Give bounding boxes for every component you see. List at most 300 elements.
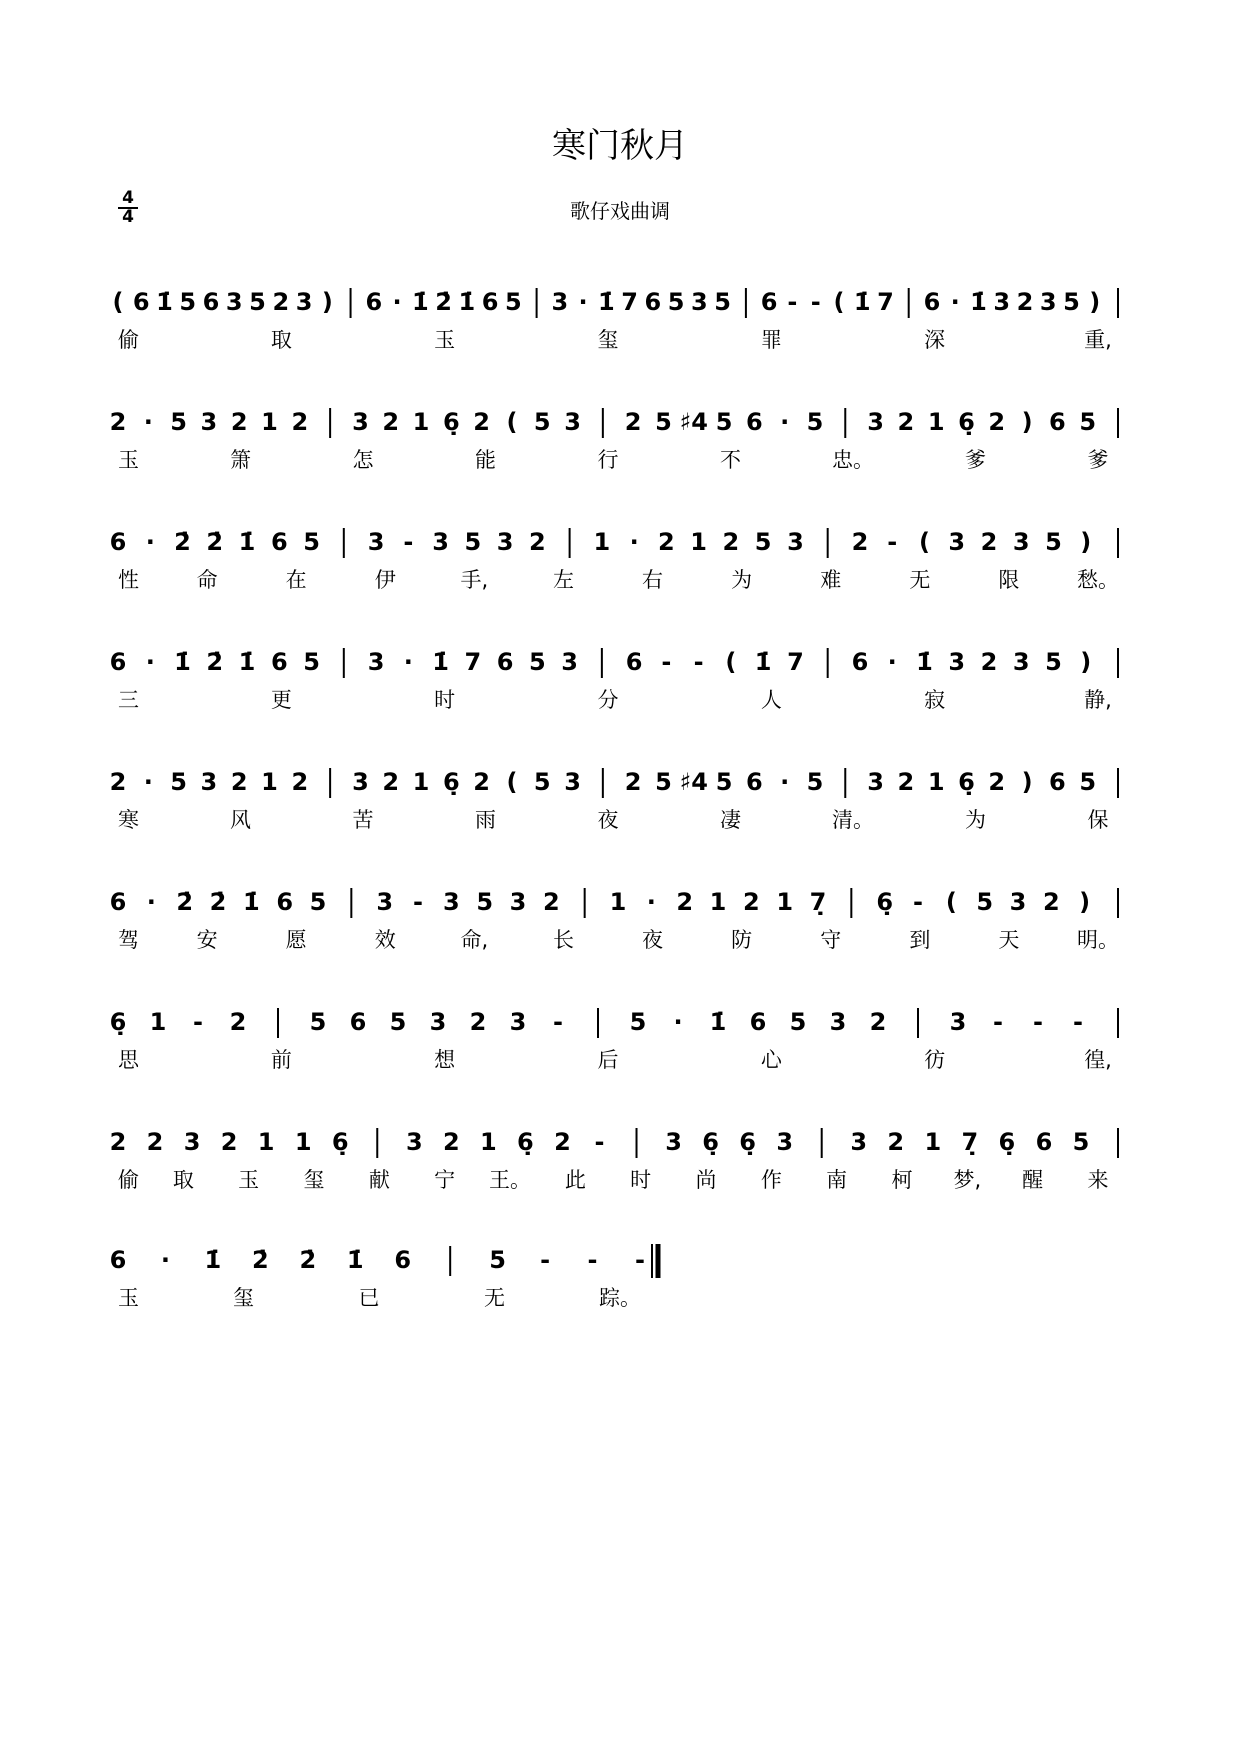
- lyric-syllable: 命,: [460, 928, 489, 952]
- note: ): [1021, 768, 1033, 796]
- lyric-syllable: 人: [760, 688, 782, 712]
- note: 7: [621, 288, 638, 316]
- note: 2̇: [252, 1246, 269, 1274]
- note: 6: [923, 288, 941, 316]
- note: ): [1021, 408, 1033, 436]
- lyric-syllable: 伊: [374, 568, 396, 592]
- note: 6̣: [702, 1128, 719, 1156]
- note: 6: [746, 768, 763, 796]
- note: 1̇: [916, 648, 933, 676]
- note: 2̇: [176, 888, 194, 916]
- note: (: [833, 288, 845, 316]
- note: 1̇: [458, 288, 476, 316]
- lyric-syllable: 右: [642, 568, 664, 592]
- note: 2: [291, 408, 309, 436]
- lyrics-line: [118, 1168, 1109, 1192]
- note: 1̇: [853, 288, 871, 316]
- note: 3: [564, 408, 581, 436]
- page-title: 寒门秋月: [552, 126, 688, 166]
- note: 3: [376, 888, 394, 916]
- notation-line: [110, 1128, 1118, 1158]
- note: 2: [382, 408, 400, 436]
- note: 1: [257, 1128, 275, 1156]
- note: -: [635, 1246, 645, 1274]
- note: 1̇: [204, 1246, 222, 1274]
- note: 6: [644, 288, 662, 316]
- note: 6: [625, 648, 643, 676]
- note: ): [321, 288, 333, 316]
- note: 2: [109, 408, 127, 436]
- lyric-syllable: 梦,: [953, 1168, 982, 1192]
- note: ♯4: [679, 408, 708, 436]
- note: -: [413, 888, 423, 916]
- note: 2: [887, 1128, 905, 1156]
- note: (: [725, 648, 737, 676]
- note: 5: [170, 408, 187, 436]
- note: 5: [715, 768, 733, 796]
- note: 5: [533, 768, 551, 796]
- note: 1: [924, 1128, 942, 1156]
- note: 5: [303, 528, 320, 556]
- lyric-syllable: 玉: [434, 328, 456, 352]
- note: 3: [352, 768, 369, 796]
- note: -: [540, 1246, 551, 1274]
- note: 6̣: [442, 408, 460, 436]
- note: 7: [464, 648, 482, 676]
- note: 3: [367, 528, 385, 556]
- lyric-syllable: 为: [731, 568, 753, 592]
- note: -: [587, 1246, 598, 1274]
- lyric-syllable: 思: [118, 1048, 139, 1072]
- note: 6: [746, 408, 763, 436]
- lyric-syllable: 守: [820, 928, 842, 952]
- note: ·: [403, 648, 413, 676]
- lyric-syllable: 想: [434, 1048, 456, 1072]
- note: 5: [789, 1008, 807, 1036]
- note: 1: [593, 528, 611, 556]
- lyric-syllable: 命: [196, 568, 218, 592]
- note: ·: [145, 648, 155, 676]
- note: 2: [382, 768, 400, 796]
- note: 1: [412, 408, 430, 436]
- lyric-syllable: 雨: [475, 808, 496, 832]
- lyric-syllable: 防: [731, 928, 753, 952]
- lyric-syllable: 此: [564, 1168, 586, 1192]
- note: 7: [877, 288, 894, 316]
- lyrics-line: [118, 1048, 1112, 1072]
- lyric-syllable: 来: [1087, 1168, 1109, 1192]
- lyric-syllable: 安: [196, 928, 218, 952]
- note: 6: [1049, 408, 1066, 436]
- note: 5: [1063, 288, 1080, 316]
- note: 6̣: [517, 1128, 534, 1156]
- lyric-syllable: 王。: [489, 1168, 531, 1192]
- note: 5: [1045, 648, 1062, 676]
- lyric-syllable: 爹: [965, 448, 986, 472]
- note: ): [1080, 648, 1092, 676]
- note: 2: [988, 408, 1006, 436]
- note: 1: [609, 888, 627, 916]
- lyric-syllable: 寒: [118, 808, 139, 832]
- lyric-syllable: 玉: [118, 448, 139, 472]
- lyric-syllable: 手,: [460, 568, 489, 592]
- lyric-syllable: 箫: [230, 448, 251, 472]
- note: 5: [655, 768, 672, 796]
- lyrics-line: [118, 928, 1119, 952]
- lyric-syllable: 柯: [891, 1168, 913, 1192]
- note: ): [1089, 288, 1101, 316]
- note: 1: [294, 1128, 312, 1156]
- note: 3: [509, 1008, 527, 1036]
- subtitle: 歌仔戏曲调: [570, 199, 670, 223]
- lyric-syllable: 难: [820, 568, 842, 592]
- lyric-syllable: 宁: [434, 1168, 456, 1192]
- lyric-syllable: 罪: [760, 328, 782, 352]
- lyric-syllable: 苦: [352, 808, 374, 832]
- note: 6̣: [876, 888, 894, 916]
- lyric-syllable: 尚: [695, 1168, 717, 1192]
- note: 2: [1042, 888, 1060, 916]
- note: 6̣: [739, 1128, 756, 1156]
- note: 3: [867, 768, 884, 796]
- note: 5: [504, 288, 522, 316]
- lyric-syllable: 愿: [285, 928, 307, 952]
- note: 3: [948, 528, 966, 556]
- notation-line: [110, 1246, 645, 1276]
- notation-line: [110, 408, 1118, 438]
- note: 6: [109, 528, 127, 556]
- note: 2: [542, 888, 560, 916]
- lyric-syllable: 天: [998, 928, 1020, 952]
- note: 1: [709, 888, 727, 916]
- note: -: [661, 648, 672, 676]
- lyric-syllable: 取: [172, 1168, 194, 1192]
- note: 3: [949, 1008, 967, 1036]
- lyric-syllable: 玺: [303, 1168, 325, 1192]
- note: 3: [1012, 528, 1030, 556]
- note: 5: [1079, 408, 1097, 436]
- notation-line: [113, 288, 1118, 318]
- lyric-syllable: 心: [760, 1048, 782, 1072]
- note: 3: [200, 408, 218, 436]
- note: 1̇: [970, 288, 987, 316]
- note: 6̣: [109, 1008, 127, 1036]
- note: 5: [533, 408, 551, 436]
- note: 5: [806, 768, 824, 796]
- note: 6̣: [958, 768, 975, 796]
- note: -: [1073, 1008, 1083, 1036]
- note: ): [1080, 528, 1092, 556]
- lyric-syllable: 重,: [1084, 328, 1112, 352]
- note: 7̣: [809, 888, 827, 916]
- lyric-syllable: 彷: [924, 1048, 946, 1072]
- lyric-syllable: 深: [924, 328, 946, 352]
- note: 2̇: [174, 528, 191, 556]
- note: 2: [624, 408, 642, 436]
- note: 5: [806, 408, 824, 436]
- lyric-syllable: 长: [552, 928, 574, 952]
- note: 6: [481, 288, 499, 316]
- note: 6: [496, 648, 514, 676]
- note: 2̇: [299, 1246, 317, 1274]
- note: 2: [624, 768, 642, 796]
- note: -: [887, 528, 898, 556]
- lyric-syllable: 时: [434, 688, 456, 712]
- note: 3: [442, 888, 460, 916]
- note: 1: [776, 888, 794, 916]
- lyric-syllable: 在: [285, 568, 307, 592]
- note: 3: [405, 1128, 423, 1156]
- note: 5: [976, 888, 994, 916]
- lyric-syllable: 时: [630, 1168, 652, 1192]
- note: ·: [629, 528, 639, 556]
- note: 1: [480, 1128, 497, 1156]
- note: 2: [146, 1128, 164, 1156]
- lyric-syllable: 风: [230, 808, 251, 832]
- lyric-syllable: 忠。: [832, 448, 874, 472]
- lyrics-line: [118, 1286, 641, 1310]
- note: ·: [146, 888, 156, 916]
- note: ·: [160, 1246, 171, 1274]
- note: (: [918, 528, 930, 556]
- lyric-syllable: 踪。: [599, 1286, 641, 1310]
- lyric-syllable: 后: [597, 1048, 619, 1072]
- note: -: [1033, 1008, 1043, 1036]
- note: 6: [109, 1246, 127, 1274]
- time-signature-numerator: 4: [122, 188, 134, 208]
- note: 2: [473, 768, 490, 796]
- note: 5: [1079, 768, 1097, 796]
- note: ·: [578, 288, 588, 316]
- lyric-syllable: 能: [475, 448, 496, 472]
- note: -: [787, 288, 798, 316]
- note: 1: [261, 768, 278, 796]
- lyric-syllable: 凄: [720, 808, 741, 832]
- note: 6: [1035, 1128, 1053, 1156]
- note: 1̇: [411, 288, 429, 316]
- note: 1: [412, 768, 430, 796]
- note: 3: [1039, 288, 1057, 316]
- lyric-syllable: 寂: [924, 688, 946, 712]
- note: 2̇: [206, 528, 224, 556]
- note: 5: [249, 288, 266, 316]
- lyric-syllable: 为: [965, 808, 986, 832]
- note: -: [403, 528, 414, 556]
- lyric-syllable: 作: [760, 1168, 782, 1192]
- note: 3: [1009, 888, 1027, 916]
- note: 3: [183, 1128, 201, 1156]
- note: 2: [473, 408, 490, 436]
- note: 6̣: [958, 408, 975, 436]
- note: 6: [202, 288, 220, 316]
- note: 2: [109, 768, 127, 796]
- note: 5: [754, 528, 772, 556]
- lyric-syllable: 徨,: [1084, 1048, 1112, 1072]
- lyric-syllable: 到: [909, 928, 931, 952]
- lyric-syllable: 怎: [352, 448, 374, 472]
- note: (: [112, 288, 124, 316]
- note: 2: [980, 528, 998, 556]
- note: 1̇: [709, 1008, 727, 1036]
- note: 2: [230, 768, 248, 796]
- note: -: [693, 648, 704, 676]
- lyric-syllable: 献: [368, 1168, 390, 1192]
- note: 1̇: [346, 1246, 364, 1274]
- note: 6: [760, 288, 778, 316]
- note: 2: [851, 528, 869, 556]
- note: 5: [667, 288, 685, 316]
- note: 3: [200, 768, 218, 796]
- note: 2: [554, 1128, 571, 1156]
- lyric-syllable: 玉: [118, 1286, 139, 1310]
- note: 2: [442, 1128, 460, 1156]
- note: ·: [780, 768, 790, 796]
- note: 3: [787, 528, 804, 556]
- note: 2: [658, 528, 675, 556]
- note: 3: [691, 288, 708, 316]
- note: 6: [270, 648, 288, 676]
- lyric-syllable: 夜: [597, 808, 619, 832]
- note: 2: [869, 1008, 887, 1036]
- note: 2: [897, 768, 915, 796]
- lyric-syllable: 偷: [118, 328, 139, 352]
- lyric-syllable: 无: [909, 568, 931, 592]
- note: 2: [722, 528, 740, 556]
- note: ·: [673, 1008, 683, 1036]
- note: -: [594, 1128, 605, 1156]
- note: ·: [145, 528, 155, 556]
- note: 2: [529, 528, 546, 556]
- note: ·: [887, 648, 897, 676]
- note: 3: [776, 1128, 794, 1156]
- note: 5: [179, 288, 197, 316]
- lyrics-line: [118, 688, 1112, 712]
- lyric-syllable: 玉: [238, 1168, 260, 1192]
- note: 1: [261, 408, 278, 436]
- note: ·: [392, 288, 402, 316]
- note: -: [553, 1008, 563, 1036]
- lyrics-line: [118, 328, 1112, 352]
- note: 5: [170, 768, 187, 796]
- lyric-syllable: 限: [998, 568, 1020, 592]
- note: -: [193, 1008, 203, 1036]
- lyric-syllable: 偷: [118, 1168, 139, 1192]
- lyric-syllable: 不: [720, 448, 741, 472]
- note: 5: [309, 1008, 327, 1036]
- lyric-syllable: 性: [118, 568, 139, 592]
- lyric-syllable: 效: [374, 928, 396, 952]
- lyric-syllable: 醒: [1022, 1168, 1044, 1192]
- note: 6: [270, 528, 288, 556]
- note: 2̇: [206, 648, 224, 676]
- note: 2: [980, 648, 998, 676]
- note: 5: [629, 1008, 647, 1036]
- lyric-syllable: 保: [1087, 808, 1109, 832]
- notation-line: [110, 648, 1118, 678]
- note: 6: [132, 288, 150, 316]
- lyric-syllable: 驾: [118, 928, 139, 952]
- note: 5: [303, 648, 320, 676]
- lyric-syllable: 更: [270, 688, 292, 712]
- note: 3: [867, 408, 884, 436]
- note: 1: [927, 768, 945, 796]
- note: 2: [230, 408, 248, 436]
- note: 2: [229, 1008, 247, 1036]
- note: 5: [529, 648, 546, 676]
- note: ·: [950, 288, 960, 316]
- note: -: [913, 888, 923, 916]
- note: 2: [291, 768, 309, 796]
- lyric-syllable: 玺: [597, 328, 619, 352]
- note: 2: [742, 888, 760, 916]
- note: 1̇: [174, 648, 191, 676]
- note: 2: [109, 1128, 127, 1156]
- note: 3: [564, 768, 581, 796]
- note: 3: [295, 288, 313, 316]
- note: 1̇: [238, 528, 256, 556]
- lyric-syllable: 无: [484, 1286, 505, 1310]
- note: 3: [948, 648, 966, 676]
- note: 6: [1049, 768, 1066, 796]
- notation-line: [110, 528, 1118, 558]
- note: 5: [489, 1246, 506, 1274]
- note: 6̣: [331, 1128, 349, 1156]
- note: 1: [690, 528, 707, 556]
- note: 3: [432, 528, 449, 556]
- note: 6: [109, 888, 127, 916]
- note: 2: [469, 1008, 487, 1036]
- lyric-syllable: 取: [270, 328, 292, 352]
- note: 3: [352, 408, 369, 436]
- note: 3: [993, 288, 1011, 316]
- lyric-syllable: 已: [358, 1286, 380, 1310]
- note: 6: [365, 288, 383, 316]
- lyric-syllable: 玺: [233, 1286, 254, 1310]
- note: ): [1079, 888, 1091, 916]
- note: 3: [1012, 648, 1030, 676]
- lyric-syllable: 左: [552, 568, 574, 592]
- note: 3: [429, 1008, 447, 1036]
- note: 3: [829, 1008, 847, 1036]
- note: 2: [897, 408, 915, 436]
- lyric-syllable: 南: [826, 1168, 848, 1192]
- note: -: [993, 1008, 1003, 1036]
- time-signature-denominator: 4: [118, 207, 138, 226]
- note: 3: [551, 288, 569, 316]
- lyrics-line: [118, 568, 1119, 592]
- note: ·: [143, 768, 153, 796]
- note: 1̇: [238, 648, 256, 676]
- note: 2: [1016, 288, 1034, 316]
- lyric-syllable: 前: [270, 1048, 292, 1072]
- note: 2: [676, 888, 694, 916]
- lyrics-line: [118, 448, 1109, 472]
- note: 1̇: [598, 288, 615, 316]
- note: 2̇: [435, 288, 452, 316]
- note: (: [506, 768, 518, 796]
- note: 1̇: [156, 288, 173, 316]
- note: 1̇: [432, 648, 449, 676]
- lyric-syllable: 静,: [1084, 688, 1112, 712]
- note: 6: [749, 1008, 767, 1036]
- lyric-syllable: 三: [118, 688, 139, 712]
- lyrics-line: [118, 808, 1109, 832]
- note: ♯4: [679, 768, 708, 796]
- note: 3: [665, 1128, 682, 1156]
- note: ·: [780, 408, 790, 436]
- lyric-syllable: 爹: [1087, 448, 1109, 472]
- note: 5: [655, 408, 672, 436]
